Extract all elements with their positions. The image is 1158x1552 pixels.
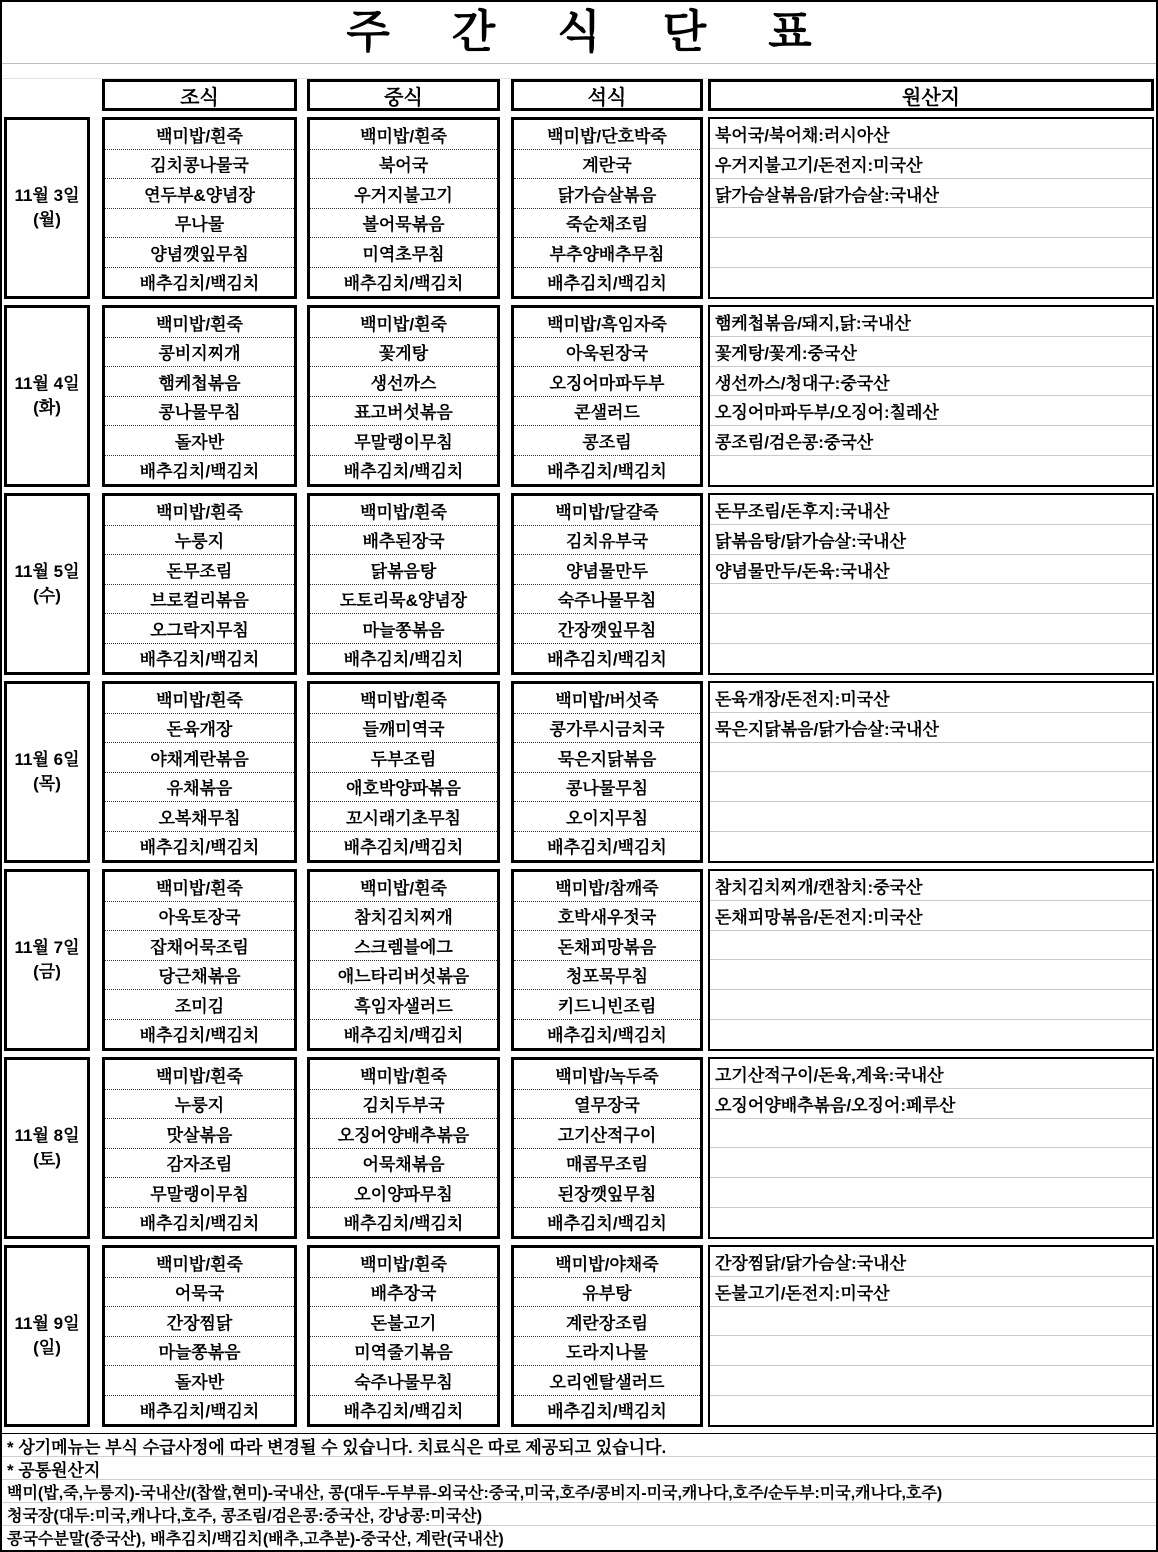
menu-item: 볼어묵볶음	[310, 209, 497, 239]
menu-item: 누룽지	[105, 1090, 294, 1120]
origin-item: 우거지불고기/돈전지:미국산	[710, 149, 1152, 179]
date-cell	[4, 493, 90, 675]
day-block	[2, 869, 1156, 1051]
menu-item: 백미밥/흰죽	[105, 684, 294, 714]
day-blocks	[2, 117, 1156, 1427]
menu-item: 김치두부국	[310, 1090, 497, 1120]
menu-item: 배추김치/백김치	[343, 1214, 464, 1234]
menu-item: 어묵채볶음	[310, 1149, 497, 1179]
origin-info	[708, 1245, 1154, 1427]
menu-item: 무나물	[105, 209, 294, 239]
menu-item: 백미밥/흰죽	[310, 684, 497, 714]
lunch-menu	[307, 493, 500, 675]
origin-item: 고기산적구이/돈육,계육:국내산	[710, 1059, 1152, 1089]
column-header-lunch: 중식	[307, 79, 500, 111]
menu-item: 오이지무침	[514, 802, 700, 832]
menu-item: 백미밥/흑임자죽	[514, 308, 700, 338]
menu-item: 백미밥/흰죽	[105, 1248, 294, 1278]
origin-item	[710, 1366, 1152, 1396]
page-title: 주 간 식 단 표	[2, 2, 1156, 64]
note-common-origin-title: * 공통원산지	[2, 1457, 1156, 1480]
date-cell	[4, 117, 90, 299]
menu-item: 마늘쫑볶음	[105, 1337, 294, 1367]
menu-item: 연두부&양념장	[105, 179, 294, 209]
menu-item: 들깨미역국	[310, 714, 497, 744]
origin-item	[710, 644, 1152, 673]
menu-item: 당근채볶음	[105, 961, 294, 991]
date-text: 11월 3일	[14, 186, 80, 205]
menu-item: 양념물만두	[514, 555, 700, 585]
origin-info	[708, 869, 1154, 1051]
weekday-text: (일)	[33, 1338, 61, 1357]
origin-item: 참치김치찌개/캔참치:중국산	[710, 871, 1152, 901]
origin-item: 햄케첩볶음/돼지,닭:국내산	[710, 307, 1152, 337]
breakfast-menu	[102, 869, 297, 1051]
menu-item: 백미밥/흰죽	[105, 872, 294, 902]
weekday-text: (토)	[33, 1150, 61, 1169]
origin-item: 돈무조림/돈후지:국내산	[710, 495, 1152, 525]
menu-item: 배추김치/백김치	[547, 1026, 667, 1046]
origin-info	[708, 305, 1154, 487]
weekday-text: (화)	[33, 398, 61, 417]
menu-item: 조미김	[105, 990, 294, 1020]
menu-item: 배추김치/백김치	[547, 462, 667, 482]
menu-item: 스크렘블에그	[310, 931, 497, 961]
origin-item: 묵은지닭볶음/닭가슴살:국내산	[710, 713, 1152, 743]
dinner-menu	[511, 493, 703, 675]
note-menu-change: * 상기메뉴는 부식 수급사정에 따라 변경될 수 있습니다. 치료식은 따로 제공되고 있습니다.	[2, 1434, 1156, 1457]
weekday-text: (목)	[33, 774, 61, 793]
origin-item	[710, 238, 1152, 268]
menu-item: 무말랭이무침	[310, 426, 497, 456]
date-text: 11월 4일	[14, 374, 80, 393]
lunch-menu	[307, 1057, 500, 1239]
grid-gap-strip	[2, 64, 1156, 79]
date-cell	[4, 869, 90, 1051]
date-cell	[4, 681, 90, 863]
menu-item: 백미밥/흰죽	[105, 120, 294, 150]
menu-item: 콩가루시금치국	[514, 714, 700, 744]
menu-item: 닭가슴살볶음	[514, 179, 700, 209]
origin-item	[710, 802, 1152, 832]
menu-item: 간장깻잎무침	[514, 614, 700, 644]
menu-item: 오복채무침	[105, 802, 294, 832]
origin-item	[710, 1396, 1152, 1425]
menu-item: 배추김치/백김치	[547, 1214, 667, 1234]
menu-item: 애느타리버섯볶음	[310, 961, 497, 991]
menu-item: 아욱된장국	[514, 338, 700, 368]
menu-item: 콩나물무침	[514, 773, 700, 803]
lunch-menu	[307, 117, 500, 299]
menu-item: 매콤무조림	[514, 1149, 700, 1179]
menu-item: 배추김치/백김치	[139, 462, 260, 482]
menu-item: 숙주나물무침	[514, 585, 700, 615]
menu-item: 유채볶음	[105, 773, 294, 803]
menu-item: 잡채어묵조림	[105, 931, 294, 961]
date-text: 11월 8일	[14, 1126, 80, 1145]
menu-item: 배추된장국	[310, 526, 497, 556]
menu-item: 북어국	[310, 150, 497, 180]
lunch-menu	[307, 869, 500, 1051]
origin-item: 닭가슴살볶음/닭가슴살:국내산	[710, 179, 1152, 209]
lunch-menu	[307, 305, 500, 487]
dinner-menu	[511, 117, 703, 299]
footer-notes	[2, 1433, 1156, 1549]
origin-item	[710, 208, 1152, 238]
menu-item: 열무장국	[514, 1090, 700, 1120]
menu-item: 배추김치/백김치	[343, 650, 464, 670]
breakfast-menu	[102, 305, 297, 487]
menu-item: 백미밥/야채죽	[514, 1248, 700, 1278]
note-common-origin-line3: 콩국수분말(중국산), 배추김치/백김치(배추,고추분)-중국산, 계란(국내산)	[7, 1531, 504, 1548]
menu-item: 우거지불고기	[310, 179, 497, 209]
note-common-origin-line2: 청국장(대두:미국,캐나다,호주, 콩조림/검은콩:중국산, 강낭콩:미국산)	[2, 1503, 1156, 1526]
menu-item: 오그락지무침	[105, 614, 294, 644]
origin-item	[710, 1020, 1152, 1049]
origin-info	[708, 1057, 1154, 1239]
menu-item: 계란국	[514, 150, 700, 180]
menu-item: 백미밥/흰죽	[310, 120, 497, 150]
dinner-menu	[511, 1245, 703, 1427]
dinner-menu	[511, 681, 703, 863]
menu-item: 배추김치/백김치	[343, 1402, 464, 1422]
day-block	[2, 1245, 1156, 1427]
origin-item	[710, 772, 1152, 802]
menu-item: 애호박양파볶음	[310, 773, 497, 803]
date-column-spacer	[4, 79, 90, 111]
menu-item: 미역초무침	[310, 238, 497, 268]
menu-item: 백미밥/흰죽	[310, 1248, 497, 1278]
dinner-menu	[511, 305, 703, 487]
origin-item: 콩조림/검은콩:중국산	[710, 426, 1152, 456]
origin-item: 북어국/북어채:러시아산	[710, 119, 1152, 149]
menu-item: 백미밥/흰죽	[105, 496, 294, 526]
menu-item: 참치김치찌개	[310, 902, 497, 932]
date-text: 11월 9일	[14, 1314, 80, 1333]
menu-item: 백미밥/흰죽	[105, 308, 294, 338]
menu-item: 백미밥/흰죽	[310, 308, 497, 338]
lunch-menu	[307, 681, 500, 863]
origin-item	[710, 743, 1152, 773]
menu-item: 돌자반	[105, 426, 294, 456]
origin-item	[710, 1307, 1152, 1337]
origin-item: 꽃게탕/꽃게:중국산	[710, 337, 1152, 367]
origin-item: 돈불고기/돈전지:미국산	[710, 1277, 1152, 1307]
menu-item: 꽃게탕	[310, 338, 497, 368]
menu-item: 오리엔탈샐러드	[514, 1366, 700, 1396]
day-block	[2, 493, 1156, 675]
menu-item: 콩조림	[514, 426, 700, 456]
menu-item: 묵은지닭볶음	[514, 743, 700, 773]
menu-item: 오이양파무침	[310, 1178, 497, 1208]
menu-item: 백미밥/흰죽	[310, 1060, 497, 1090]
menu-item: 야채계란볶음	[105, 743, 294, 773]
menu-item: 두부조림	[310, 743, 497, 773]
menu-item: 배추김치/백김치	[547, 274, 667, 294]
breakfast-menu	[102, 1057, 297, 1239]
origin-item	[710, 584, 1152, 614]
menu-item: 표고버섯볶음	[310, 397, 497, 427]
menu-item: 닭볶음탕	[310, 555, 497, 585]
origin-info	[708, 681, 1154, 863]
menu-item: 배추김치/백김치	[139, 650, 260, 670]
menu-item: 미역줄기볶음	[310, 1337, 497, 1367]
menu-item: 배추김치/백김치	[547, 838, 667, 858]
menu-item: 배추김치/백김치	[139, 274, 260, 294]
menu-item: 백미밥/흰죽	[310, 872, 497, 902]
origin-item	[710, 1208, 1152, 1237]
origin-item	[710, 456, 1152, 485]
origin-item: 돈채피망볶음/돈전지:미국산	[710, 901, 1152, 931]
menu-item: 김치콩나물국	[105, 150, 294, 180]
menu-item: 백미밥/흰죽	[310, 496, 497, 526]
menu-item: 무말랭이무침	[105, 1178, 294, 1208]
menu-item: 배추김치/백김치	[343, 274, 464, 294]
menu-item: 부추양배추무침	[514, 238, 700, 268]
menu-item: 맛살볶음	[105, 1119, 294, 1149]
origin-item	[710, 1336, 1152, 1366]
menu-item: 배추김치/백김치	[343, 1026, 464, 1046]
menu-item: 키드니빈조림	[514, 990, 700, 1020]
menu-item: 고기산적구이	[514, 1119, 700, 1149]
menu-item: 누룽지	[105, 526, 294, 556]
date-text: 11월 5일	[14, 562, 80, 581]
menu-item: 생선까스	[310, 367, 497, 397]
menu-item: 된장깻잎무침	[514, 1178, 700, 1208]
lunch-menu	[307, 1245, 500, 1427]
menu-item: 백미밥/버섯죽	[514, 684, 700, 714]
day-block	[2, 117, 1156, 299]
column-header-row	[2, 79, 1156, 111]
menu-item: 오징어마파두부	[514, 367, 700, 397]
origin-item	[710, 832, 1152, 861]
day-block	[2, 305, 1156, 487]
dinner-menu	[511, 1057, 703, 1239]
date-text: 11월 7일	[14, 938, 80, 957]
menu-item: 배추김치/백김치	[547, 1402, 667, 1422]
menu-item: 오징어양배추볶음	[310, 1119, 497, 1149]
origin-item: 오징어양배추볶음/오징어:페루산	[710, 1089, 1152, 1119]
origin-item	[710, 614, 1152, 644]
menu-item: 청포묵무침	[514, 961, 700, 991]
menu-item: 배추김치/백김치	[343, 462, 464, 482]
menu-item: 유부탕	[514, 1278, 700, 1308]
origin-item: 닭볶음탕/닭가슴살:국내산	[710, 525, 1152, 555]
column-header-origin: 원산지	[708, 79, 1154, 111]
menu-item: 배추김치/백김치	[139, 1214, 260, 1234]
menu-item: 호박새우젓국	[514, 902, 700, 932]
menu-item: 흑임자샐러드	[310, 990, 497, 1020]
menu-item: 돌자반	[105, 1366, 294, 1396]
origin-item	[710, 1178, 1152, 1208]
column-header-breakfast: 조식	[102, 79, 297, 111]
dinner-menu	[511, 869, 703, 1051]
menu-item: 돈불고기	[310, 1307, 497, 1337]
origin-item	[710, 990, 1152, 1020]
origin-item	[710, 931, 1152, 961]
date-cell	[4, 1245, 90, 1427]
breakfast-menu	[102, 117, 297, 299]
menu-item: 배추김치/백김치	[343, 838, 464, 858]
menu-item: 감자조림	[105, 1149, 294, 1179]
date-cell	[4, 305, 90, 487]
origin-item: 오징어마파두부/오징어:칠레산	[710, 396, 1152, 426]
menu-item: 계란장조림	[514, 1307, 700, 1337]
breakfast-menu	[102, 681, 297, 863]
breakfast-menu	[102, 1245, 297, 1427]
menu-item: 햄케첩볶음	[105, 367, 294, 397]
menu-item: 콩비지찌개	[105, 338, 294, 368]
origin-item	[710, 268, 1152, 297]
menu-item: 돈무조림	[105, 555, 294, 585]
menu-item: 백미밥/달걀죽	[514, 496, 700, 526]
menu-item: 백미밥/참깨죽	[514, 872, 700, 902]
origin-item: 돈육개장/돈전지:미국산	[710, 683, 1152, 713]
menu-item: 배추김치/백김치	[139, 838, 260, 858]
origin-info	[708, 493, 1154, 675]
menu-item: 배추장국	[310, 1278, 497, 1308]
origin-item	[710, 960, 1152, 990]
menu-item: 도라지나물	[514, 1337, 700, 1367]
menu-item: 백미밥/흰죽	[105, 1060, 294, 1090]
day-block	[2, 1057, 1156, 1239]
menu-item: 백미밥/단호박죽	[514, 120, 700, 150]
menu-item: 배추김치/백김치	[547, 650, 667, 670]
menu-item: 마늘쫑볶음	[310, 614, 497, 644]
weekday-text: (월)	[33, 210, 61, 229]
date-text: 11월 6일	[14, 750, 80, 769]
note-common-origin-line1: 백미(밥,죽,누룽지)-국내산/(찹쌀,현미)-국내산, 콩(대두-두부류-외국산:중국,미국,호주/콩비지-미국,캐나다,호주/순두부:미국,캐나다,호주)	[2, 1480, 1156, 1503]
origin-item	[710, 1119, 1152, 1149]
origin-item: 생선까스/청대구:중국산	[710, 367, 1152, 397]
menu-item: 콩나물무침	[105, 397, 294, 427]
menu-item: 돈채피망볶음	[514, 931, 700, 961]
menu-item: 김치유부국	[514, 526, 700, 556]
menu-item: 죽순채조림	[514, 209, 700, 239]
menu-item: 백미밥/녹두죽	[514, 1060, 700, 1090]
menu-item: 브로컬리볶음	[105, 585, 294, 615]
menu-item: 콘샐러드	[514, 397, 700, 427]
weekday-text: (금)	[33, 962, 61, 981]
origin-info	[708, 117, 1154, 299]
menu-item: 꼬시래기초무침	[310, 802, 497, 832]
date-cell	[4, 1057, 90, 1239]
menu-item: 아욱토장국	[105, 902, 294, 932]
menu-item: 어묵국	[105, 1278, 294, 1308]
menu-item: 돈육개장	[105, 714, 294, 744]
menu-item: 배추김치/백김치	[139, 1026, 260, 1046]
origin-item: 양념물만두/돈육:국내산	[710, 555, 1152, 585]
menu-item: 숙주나물무침	[310, 1366, 497, 1396]
origin-item: 간장찜닭/닭가슴살:국내산	[710, 1247, 1152, 1277]
menu-item: 양념깻잎무침	[105, 238, 294, 268]
day-block	[2, 681, 1156, 863]
column-header-dinner: 석식	[511, 79, 703, 111]
origin-item	[710, 1148, 1152, 1178]
breakfast-menu	[102, 493, 297, 675]
weekday-text: (수)	[33, 586, 61, 605]
menu-item: 배추김치/백김치	[139, 1402, 260, 1422]
menu-item: 도토리묵&양념장	[310, 585, 497, 615]
menu-item: 간장찜닭	[105, 1307, 294, 1337]
